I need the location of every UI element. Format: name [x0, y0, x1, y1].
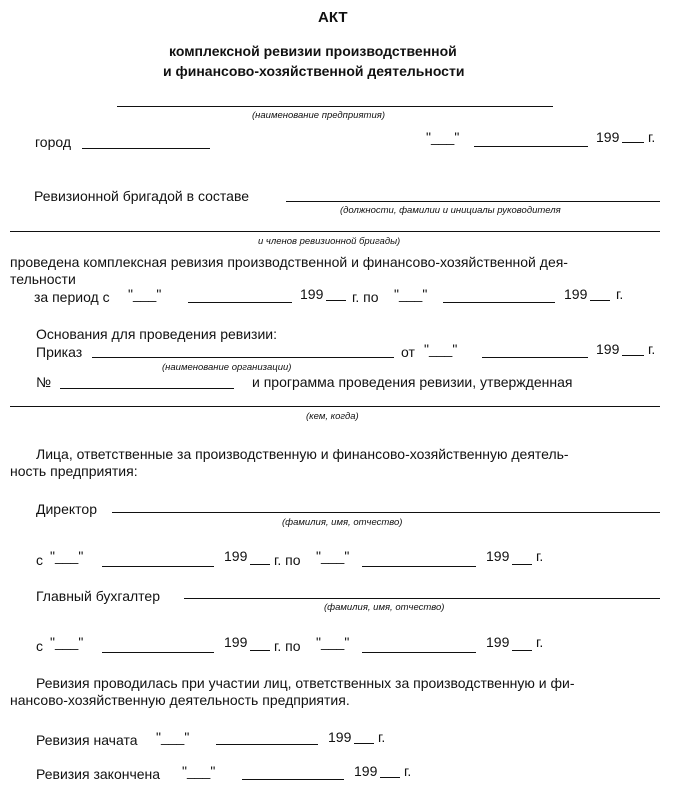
period-from-year: 199: [300, 286, 324, 302]
director-from-label: с: [36, 552, 43, 568]
grounds-label: Основания для проведения ревизии:: [36, 326, 277, 342]
director-to-year-field[interactable]: [512, 564, 532, 565]
city-label: город: [35, 134, 72, 150]
finished-year-field[interactable]: [380, 777, 400, 778]
city-field[interactable]: [82, 148, 210, 149]
date-year-suffix: г.: [648, 129, 656, 145]
date-year-field[interactable]: [622, 142, 644, 143]
director-from-year-field[interactable]: [250, 564, 270, 565]
started-month-field[interactable]: [216, 744, 318, 745]
accountant-from-year: 199: [224, 634, 248, 650]
brigade-field[interactable]: [286, 201, 660, 202]
started-year-suffix: г.: [378, 729, 386, 745]
brigade-members-field[interactable]: [10, 231, 660, 232]
director-from-year: 199: [224, 548, 248, 564]
finished-label: Ревизия закончена: [36, 766, 161, 782]
director-label: Директор: [36, 501, 97, 517]
period-from-day[interactable]: "___": [128, 286, 162, 302]
document-subtitle-line1: комплексной ревизии производственной: [169, 43, 457, 59]
caption-director-fio: (фамилия, имя, отчество): [282, 517, 403, 528]
date-month-field[interactable]: [474, 146, 588, 147]
caption-accountant-fio: (фамилия, имя, отчество): [324, 602, 445, 613]
revision-text-line2: тельности: [10, 271, 76, 287]
caption-who-when: (кем, когда): [306, 411, 359, 422]
started-year: 199: [328, 729, 352, 745]
participation-text-line2: нансово-хозяйственную деятельность предприятия.: [10, 692, 350, 708]
finished-year-suffix: г.: [404, 763, 412, 779]
responsible-text-line1: Лица, ответственные за производственную и финансово-хозяйственную деятель-: [36, 446, 569, 462]
accountant-from-day[interactable]: "___": [50, 634, 84, 650]
order-date-day[interactable]: "___": [424, 341, 458, 357]
started-year-field[interactable]: [354, 743, 374, 744]
accountant-to-day[interactable]: "___": [316, 634, 350, 650]
finished-year: 199: [354, 763, 378, 779]
order-from-label: от: [401, 344, 415, 360]
accountant-from-label: с: [36, 638, 43, 654]
order-date-year: 199: [596, 341, 620, 357]
order-label: Приказ: [36, 344, 83, 360]
document-title: АКТ: [318, 9, 348, 26]
order-date-year-suffix: г.: [648, 341, 656, 357]
number-field[interactable]: [60, 388, 234, 389]
accountant-to-month-field[interactable]: [362, 652, 476, 653]
program-approver-field[interactable]: [10, 406, 660, 407]
started-day[interactable]: "___": [156, 729, 190, 745]
date-year: 199: [596, 129, 620, 145]
finished-day[interactable]: "___": [182, 763, 216, 779]
order-field[interactable]: [92, 357, 394, 358]
accountant-to-year: 199: [486, 634, 510, 650]
director-to-year-suffix: г.: [536, 548, 544, 564]
accountant-to-year-suffix: г.: [536, 634, 544, 650]
responsible-text-line2: ность предприятия:: [10, 463, 138, 479]
period-to-day[interactable]: "___": [394, 286, 428, 302]
caption-org: (наименование организации): [162, 362, 292, 373]
caption-members: и членов ревизионной бригады): [258, 236, 401, 247]
program-text: и программа проведения ревизии, утвержденная: [252, 374, 573, 390]
chief-accountant-name-field[interactable]: [184, 598, 660, 599]
director-from-day[interactable]: "___": [50, 548, 84, 564]
caption-leader: (должности, фамилии и инициалы руководителя: [340, 205, 561, 216]
period-from-label: за период с: [34, 289, 110, 305]
period-to-label: г. по: [352, 289, 379, 305]
director-to-day[interactable]: "___": [316, 548, 350, 564]
enterprise-name-field[interactable]: [117, 106, 553, 107]
document-subtitle-line2: и финансово-хозяйственной деятельности: [163, 63, 465, 79]
chief-accountant-label: Главный бухгалтер: [36, 588, 160, 604]
period-to-year-suffix: г.: [616, 286, 624, 302]
accountant-from-month-field[interactable]: [102, 652, 214, 653]
order-date-month-field[interactable]: [482, 357, 588, 358]
caption-enterprise: (наименование предприятия): [252, 110, 385, 121]
period-to-year-field[interactable]: [590, 300, 610, 301]
accountant-to-label: г. по: [274, 638, 301, 654]
accountant-from-year-field[interactable]: [250, 650, 270, 651]
accountant-to-year-field[interactable]: [512, 650, 532, 651]
finished-month-field[interactable]: [242, 779, 344, 780]
director-to-label: г. по: [274, 552, 301, 568]
director-to-month-field[interactable]: [362, 566, 476, 567]
director-from-month-field[interactable]: [102, 566, 214, 567]
date-day[interactable]: "___": [426, 129, 460, 145]
participation-text-line1: Ревизия проводилась при участии лиц, ответственных за производственную и фи-: [36, 675, 575, 691]
director-name-field[interactable]: [112, 512, 660, 513]
period-from-year-field[interactable]: [326, 300, 346, 301]
period-from-month-field[interactable]: [188, 302, 292, 303]
revision-text-line1: проведена комплексная ревизия производственной и финансово-хозяйственной дея-: [10, 254, 568, 270]
order-date-year-field[interactable]: [622, 355, 644, 356]
brigade-label: Ревизионной бригадой в составе: [34, 188, 250, 204]
number-label: №: [36, 374, 52, 390]
director-to-year: 199: [486, 548, 510, 564]
period-to-year: 199: [564, 286, 588, 302]
started-label: Ревизия начата: [36, 732, 138, 748]
period-to-month-field[interactable]: [443, 302, 555, 303]
